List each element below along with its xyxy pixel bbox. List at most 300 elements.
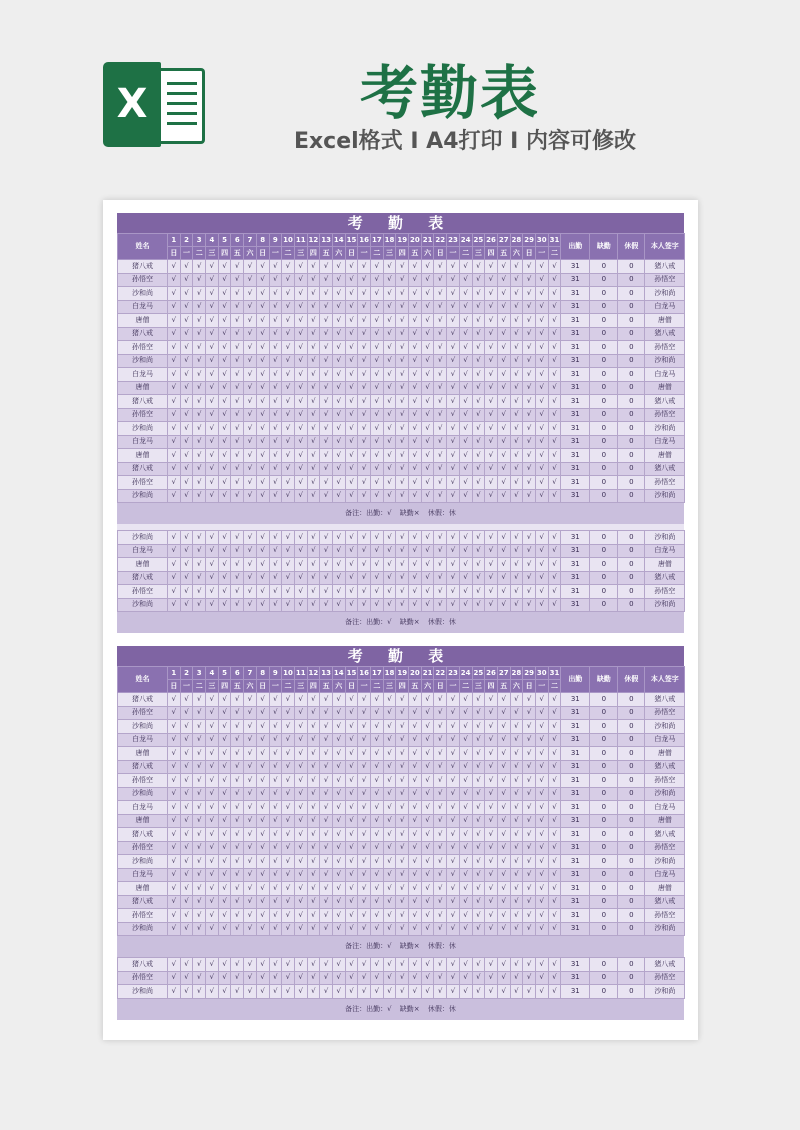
attendance-mark-cell: √ bbox=[294, 489, 307, 503]
attendance-mark-cell: √ bbox=[218, 958, 231, 972]
attendance-mark-cell: √ bbox=[282, 314, 295, 328]
attendance-mark-cell: √ bbox=[206, 774, 219, 788]
attend-count-cell: 31 bbox=[561, 733, 590, 747]
attendance-mark-cell: √ bbox=[231, 558, 244, 572]
absent-count-cell: 0 bbox=[590, 408, 618, 422]
attendance-mark-cell: √ bbox=[231, 544, 244, 558]
weekday-header: 五 bbox=[409, 680, 422, 693]
attendance-mark-cell: √ bbox=[193, 449, 206, 463]
attendance-mark-cell: √ bbox=[459, 422, 472, 436]
table-row bbox=[118, 354, 685, 368]
attendance-mark-cell: √ bbox=[459, 733, 472, 747]
attendance-mark-cell: √ bbox=[434, 868, 447, 882]
attendance-mark-cell: √ bbox=[282, 435, 295, 449]
summary-column-header: 出勤 bbox=[561, 667, 590, 693]
attendance-mark-cell: √ bbox=[497, 598, 510, 612]
attendance-mark-cell: √ bbox=[294, 882, 307, 896]
attendance-mark-cell: √ bbox=[332, 287, 345, 301]
attendance-mark-cell: √ bbox=[320, 368, 333, 382]
leave-count-cell: 0 bbox=[618, 462, 645, 476]
leave-count-cell: 0 bbox=[618, 449, 645, 463]
attendance-mark-cell: √ bbox=[256, 693, 269, 707]
attendance-mark-cell: √ bbox=[523, 841, 536, 855]
attendance-mark-cell: √ bbox=[421, 395, 434, 409]
attendance-mark-cell: √ bbox=[180, 868, 193, 882]
attendance-mark-cell: √ bbox=[294, 774, 307, 788]
attendance-mark-cell: √ bbox=[548, 922, 561, 936]
attendance-mark-cell: √ bbox=[535, 476, 548, 490]
attendance-mark-cell: √ bbox=[396, 814, 409, 828]
attendance-mark-cell: √ bbox=[510, 341, 523, 355]
attendance-mark-cell: √ bbox=[548, 693, 561, 707]
attendance-mark-cell: √ bbox=[421, 260, 434, 274]
attendance-mark-cell: √ bbox=[269, 720, 282, 734]
attendance-mark-cell: √ bbox=[320, 489, 333, 503]
day-number-header: 16 bbox=[358, 234, 371, 247]
attendance-mark-cell: √ bbox=[294, 327, 307, 341]
attend-count-cell: 31 bbox=[561, 855, 590, 869]
employee-name-cell: 沙和尚 bbox=[118, 855, 168, 869]
employee-name-cell: 白龙马 bbox=[118, 368, 168, 382]
attendance-mark-cell: √ bbox=[269, 598, 282, 612]
attendance-mark-cell: √ bbox=[421, 706, 434, 720]
absent-count-cell: 0 bbox=[590, 882, 618, 896]
absent-count-cell: 0 bbox=[590, 747, 618, 761]
attendance-mark-cell: √ bbox=[193, 462, 206, 476]
attendance-mark-cell: √ bbox=[497, 706, 510, 720]
attendance-mark-cell: √ bbox=[294, 909, 307, 923]
attendance-mark-cell: √ bbox=[168, 287, 181, 301]
attendance-mark-cell: √ bbox=[193, 971, 206, 985]
attendance-mark-cell: √ bbox=[447, 354, 460, 368]
employee-name-cell: 唐僧 bbox=[118, 449, 168, 463]
signature-cell: 猪八戒 bbox=[645, 693, 685, 707]
attendance-mark-cell: √ bbox=[459, 958, 472, 972]
attendance-mark-cell: √ bbox=[383, 287, 396, 301]
attendance-mark-cell: √ bbox=[371, 544, 384, 558]
attendance-mark-cell: √ bbox=[535, 558, 548, 572]
attendance-mark-cell: √ bbox=[244, 801, 257, 815]
attendance-mark-cell: √ bbox=[510, 558, 523, 572]
attendance-mark-cell: √ bbox=[497, 801, 510, 815]
attendance-mark-cell: √ bbox=[421, 531, 434, 545]
attendance-mark-cell: √ bbox=[396, 354, 409, 368]
attendance-mark-cell: √ bbox=[434, 985, 447, 999]
attendance-mark-cell: √ bbox=[180, 720, 193, 734]
attendance-mark-cell: √ bbox=[358, 544, 371, 558]
employee-name-cell: 孙悟空 bbox=[118, 273, 168, 287]
attendance-mark-cell: √ bbox=[168, 828, 181, 842]
table-row bbox=[118, 368, 685, 382]
attendance-mark-cell: √ bbox=[168, 733, 181, 747]
attendance-mark-cell: √ bbox=[523, 801, 536, 815]
attendance-mark-cell: √ bbox=[269, 558, 282, 572]
attendance-mark-cell: √ bbox=[168, 531, 181, 545]
attendance-mark-cell: √ bbox=[497, 422, 510, 436]
attendance-mark-cell: √ bbox=[548, 882, 561, 896]
attendance-mark-cell: √ bbox=[409, 381, 422, 395]
employee-name-cell: 沙和尚 bbox=[118, 922, 168, 936]
attendance-mark-cell: √ bbox=[256, 787, 269, 801]
attendance-mark-cell: √ bbox=[218, 531, 231, 545]
attendance-mark-cell: √ bbox=[421, 922, 434, 936]
attendance-mark-cell: √ bbox=[409, 828, 422, 842]
attendance-mark-cell: √ bbox=[168, 971, 181, 985]
attendance-mark-cell: √ bbox=[447, 462, 460, 476]
attendance-mark-cell: √ bbox=[459, 558, 472, 572]
attendance-mark-cell: √ bbox=[269, 585, 282, 599]
attendance-mark-cell: √ bbox=[523, 760, 536, 774]
attendance-mark-cell: √ bbox=[434, 368, 447, 382]
attendance-mark-cell: √ bbox=[447, 985, 460, 999]
attendance-mark-cell: √ bbox=[307, 327, 320, 341]
attendance-mark-cell: √ bbox=[447, 585, 460, 599]
attend-count-cell: 31 bbox=[561, 381, 590, 395]
attendance-mark-cell: √ bbox=[510, 354, 523, 368]
attendance-mark-cell: √ bbox=[307, 354, 320, 368]
attendance-mark-cell: √ bbox=[307, 706, 320, 720]
attendance-mark-cell: √ bbox=[168, 368, 181, 382]
attendance-mark-cell: √ bbox=[535, 774, 548, 788]
attendance-mark-cell: √ bbox=[345, 368, 358, 382]
day-number-header: 8 bbox=[256, 667, 269, 680]
attendance-mark-cell: √ bbox=[218, 558, 231, 572]
attendance-mark-cell: √ bbox=[371, 841, 384, 855]
attendance-mark-cell: √ bbox=[421, 868, 434, 882]
attendance-mark-cell: √ bbox=[548, 841, 561, 855]
table-row bbox=[118, 985, 685, 999]
attendance-mark-cell: √ bbox=[180, 828, 193, 842]
attendance-mark-cell: √ bbox=[510, 706, 523, 720]
attendance-mark-cell: √ bbox=[447, 787, 460, 801]
attend-count-cell: 31 bbox=[561, 909, 590, 923]
attendance-mark-cell: √ bbox=[523, 531, 536, 545]
table-row bbox=[118, 408, 685, 422]
attendance-mark-cell: √ bbox=[218, 314, 231, 328]
attendance-mark-cell: √ bbox=[459, 598, 472, 612]
attendance-mark-cell: √ bbox=[535, 462, 548, 476]
attendance-mark-cell: √ bbox=[269, 273, 282, 287]
attendance-mark-cell: √ bbox=[168, 706, 181, 720]
absent-count-cell: 0 bbox=[590, 909, 618, 923]
day-number-header: 10 bbox=[282, 667, 295, 680]
attendance-mark-cell: √ bbox=[510, 787, 523, 801]
employee-name-cell: 白龙马 bbox=[118, 733, 168, 747]
attendance-mark-cell: √ bbox=[294, 531, 307, 545]
attendance-mark-cell: √ bbox=[548, 747, 561, 761]
weekday-header: 日 bbox=[168, 680, 181, 693]
attendance-mark-cell: √ bbox=[523, 449, 536, 463]
weekday-header: 一 bbox=[358, 680, 371, 693]
employee-name-cell: 孙悟空 bbox=[118, 585, 168, 599]
attendance-mark-cell: √ bbox=[409, 354, 422, 368]
attendance-mark-cell: √ bbox=[510, 733, 523, 747]
attendance-mark-cell: √ bbox=[168, 585, 181, 599]
day-number-header: 13 bbox=[320, 667, 333, 680]
attendance-mark-cell: √ bbox=[307, 260, 320, 274]
attendance-mark-cell: √ bbox=[180, 287, 193, 301]
attendance-mark-cell: √ bbox=[510, 476, 523, 490]
attendance-mark-cell: √ bbox=[256, 354, 269, 368]
signature-cell: 猪八戒 bbox=[645, 760, 685, 774]
attendance-mark-cell: √ bbox=[256, 476, 269, 490]
attendance-mark-cell: √ bbox=[320, 868, 333, 882]
attendance-mark-cell: √ bbox=[269, 476, 282, 490]
attendance-mark-cell: √ bbox=[231, 814, 244, 828]
employee-name-cell: 沙和尚 bbox=[118, 287, 168, 301]
employee-name-cell: 唐僧 bbox=[118, 747, 168, 761]
attendance-mark-cell: √ bbox=[231, 760, 244, 774]
attendance-mark-cell: √ bbox=[320, 544, 333, 558]
attendance-mark-cell: √ bbox=[396, 828, 409, 842]
attendance-mark-cell: √ bbox=[434, 273, 447, 287]
attendance-mark-cell: √ bbox=[345, 449, 358, 463]
attendance-mark-cell: √ bbox=[307, 449, 320, 463]
attendance-mark-cell: √ bbox=[294, 544, 307, 558]
table-row bbox=[118, 868, 685, 882]
leave-count-cell: 0 bbox=[618, 868, 645, 882]
attendance-mark-cell: √ bbox=[345, 868, 358, 882]
attendance-mark-cell: √ bbox=[307, 489, 320, 503]
attendance-mark-cell: √ bbox=[218, 760, 231, 774]
attendance-mark-cell: √ bbox=[332, 895, 345, 909]
attendance-mark-cell: √ bbox=[548, 971, 561, 985]
attendance-mark-cell: √ bbox=[218, 571, 231, 585]
attendance-mark-cell: √ bbox=[180, 395, 193, 409]
attendance-mark-cell: √ bbox=[472, 774, 485, 788]
attendance-mark-cell: √ bbox=[472, 909, 485, 923]
weekday-header: 四 bbox=[218, 247, 231, 260]
attendance-mark-cell: √ bbox=[180, 841, 193, 855]
attendance-mark-cell: √ bbox=[421, 909, 434, 923]
attendance-mark-cell: √ bbox=[231, 368, 244, 382]
attendance-mark-cell: √ bbox=[485, 462, 498, 476]
attendance-mark-cell: √ bbox=[206, 598, 219, 612]
attendance-mark-cell: √ bbox=[231, 971, 244, 985]
signature-cell: 孙悟空 bbox=[645, 476, 685, 490]
attendance-mark-cell: √ bbox=[256, 774, 269, 788]
attendance-mark-cell: √ bbox=[409, 985, 422, 999]
attendance-mark-cell: √ bbox=[218, 395, 231, 409]
attendance-mark-cell: √ bbox=[345, 435, 358, 449]
attendance-mark-cell: √ bbox=[421, 760, 434, 774]
attendance-mark-cell: √ bbox=[510, 531, 523, 545]
attendance-mark-cell: √ bbox=[485, 733, 498, 747]
attendance-mark-cell: √ bbox=[168, 895, 181, 909]
attendance-mark-cell: √ bbox=[282, 855, 295, 869]
attendance-mark-cell: √ bbox=[523, 971, 536, 985]
attendance-mark-cell: √ bbox=[168, 801, 181, 815]
attendance-mark-cell: √ bbox=[472, 341, 485, 355]
attendance-mark-cell: √ bbox=[472, 720, 485, 734]
attendance-mark-cell: √ bbox=[282, 958, 295, 972]
weekday-header: 五 bbox=[320, 247, 333, 260]
attendance-mark-cell: √ bbox=[434, 558, 447, 572]
attendance-mark-cell: √ bbox=[510, 882, 523, 896]
attendance-mark-cell: √ bbox=[332, 985, 345, 999]
attendance-mark-cell: √ bbox=[345, 841, 358, 855]
attendance-mark-cell: √ bbox=[294, 260, 307, 274]
attendance-mark-cell: √ bbox=[345, 395, 358, 409]
attendance-mark-cell: √ bbox=[396, 922, 409, 936]
day-number-header: 4 bbox=[206, 234, 219, 247]
attend-count-cell: 31 bbox=[561, 598, 590, 612]
attendance-mark-cell: √ bbox=[459, 774, 472, 788]
attendance-mark-cell: √ bbox=[332, 747, 345, 761]
attendance-mark-cell: √ bbox=[294, 449, 307, 463]
attendance-mark-cell: √ bbox=[383, 774, 396, 788]
attendance-mark-cell: √ bbox=[485, 909, 498, 923]
attendance-mark-cell: √ bbox=[282, 476, 295, 490]
attendance-mark-cell: √ bbox=[282, 489, 295, 503]
attendance-mark-cell: √ bbox=[535, 260, 548, 274]
absent-count-cell: 0 bbox=[590, 314, 618, 328]
attendance-mark-cell: √ bbox=[497, 828, 510, 842]
attendance-mark-cell: √ bbox=[320, 841, 333, 855]
attendance-mark-cell: √ bbox=[485, 558, 498, 572]
leave-count-cell: 0 bbox=[618, 598, 645, 612]
attendance-mark-cell: √ bbox=[497, 260, 510, 274]
attendance-mark-cell: √ bbox=[371, 395, 384, 409]
table-row bbox=[118, 531, 685, 545]
attendance-mark-cell: √ bbox=[320, 922, 333, 936]
attendance-mark-cell: √ bbox=[307, 971, 320, 985]
attendance-mark-cell: √ bbox=[218, 720, 231, 734]
attendance-mark-cell: √ bbox=[345, 531, 358, 545]
attendance-mark-cell: √ bbox=[218, 971, 231, 985]
absent-count-cell: 0 bbox=[590, 733, 618, 747]
absent-count-cell: 0 bbox=[590, 895, 618, 909]
attendance-mark-cell: √ bbox=[396, 287, 409, 301]
attendance-mark-cell: √ bbox=[332, 544, 345, 558]
attendance-mark-cell: √ bbox=[358, 422, 371, 436]
attendance-mark-cell: √ bbox=[320, 895, 333, 909]
attendance-mark-cell: √ bbox=[168, 693, 181, 707]
attendance-mark-cell: √ bbox=[269, 801, 282, 815]
employee-name-cell: 猪八戒 bbox=[118, 828, 168, 842]
signature-cell: 孙悟空 bbox=[645, 585, 685, 599]
day-number-header: 27 bbox=[497, 667, 510, 680]
attendance-mark-cell: √ bbox=[294, 435, 307, 449]
attendance-mark-cell: √ bbox=[231, 868, 244, 882]
attendance-mark-cell: √ bbox=[409, 300, 422, 314]
attendance-mark-cell: √ bbox=[269, 435, 282, 449]
attendance-mark-cell: √ bbox=[193, 895, 206, 909]
attendance-mark-cell: √ bbox=[497, 958, 510, 972]
attendance-mark-cell: √ bbox=[548, 531, 561, 545]
day-number-header: 25 bbox=[472, 234, 485, 247]
attendance-mark-cell: √ bbox=[371, 314, 384, 328]
attendance-mark-cell: √ bbox=[307, 801, 320, 815]
attendance-mark-cell: √ bbox=[510, 422, 523, 436]
attendance-mark-cell: √ bbox=[168, 381, 181, 395]
attendance-mark-cell: √ bbox=[548, 558, 561, 572]
table-row bbox=[118, 855, 685, 869]
attendance-mark-cell: √ bbox=[269, 395, 282, 409]
attendance-mark-cell: √ bbox=[497, 300, 510, 314]
attendance-mark-cell: √ bbox=[459, 368, 472, 382]
day-number-header: 28 bbox=[510, 667, 523, 680]
attend-count-cell: 31 bbox=[561, 841, 590, 855]
leave-count-cell: 0 bbox=[618, 395, 645, 409]
attendance-mark-cell: √ bbox=[510, 958, 523, 972]
attendance-mark-cell: √ bbox=[345, 760, 358, 774]
attendance-mark-cell: √ bbox=[523, 273, 536, 287]
attendance-mark-cell: √ bbox=[218, 882, 231, 896]
attendance-mark-cell: √ bbox=[269, 958, 282, 972]
leave-count-cell: 0 bbox=[618, 585, 645, 599]
legend-note: 备注：出勤：√ 缺勤× 休假：休 bbox=[117, 612, 684, 633]
attendance-mark-cell: √ bbox=[282, 868, 295, 882]
day-number-header: 29 bbox=[523, 667, 536, 680]
attendance-mark-cell: √ bbox=[421, 408, 434, 422]
attendance-mark-cell: √ bbox=[244, 733, 257, 747]
attendance-mark-cell: √ bbox=[358, 354, 371, 368]
attendance-mark-cell: √ bbox=[244, 598, 257, 612]
attendance-mark-cell: √ bbox=[193, 558, 206, 572]
attendance-mark-cell: √ bbox=[510, 774, 523, 788]
attendance-mark-cell: √ bbox=[447, 909, 460, 923]
attendance-mark-cell: √ bbox=[396, 260, 409, 274]
attendance-mark-cell: √ bbox=[332, 354, 345, 368]
attendance-mark-cell: √ bbox=[535, 760, 548, 774]
attendance-table-continued bbox=[117, 957, 685, 999]
attendance-mark-cell: √ bbox=[193, 260, 206, 274]
attendance-mark-cell: √ bbox=[548, 828, 561, 842]
absent-count-cell: 0 bbox=[590, 354, 618, 368]
attendance-mark-cell: √ bbox=[421, 585, 434, 599]
attendance-mark-cell: √ bbox=[244, 273, 257, 287]
signature-cell: 唐僧 bbox=[645, 314, 685, 328]
attendance-mark-cell: √ bbox=[244, 868, 257, 882]
attendance-mark-cell: √ bbox=[256, 489, 269, 503]
attendance-mark-cell: √ bbox=[434, 855, 447, 869]
attendance-mark-cell: √ bbox=[421, 958, 434, 972]
attendance-mark-cell: √ bbox=[218, 260, 231, 274]
absent-count-cell: 0 bbox=[590, 381, 618, 395]
attendance-mark-cell: √ bbox=[485, 422, 498, 436]
table-row bbox=[118, 971, 685, 985]
attendance-mark-cell: √ bbox=[548, 462, 561, 476]
weekday-header: 二 bbox=[282, 247, 295, 260]
attendance-mark-cell: √ bbox=[371, 971, 384, 985]
attendance-mark-cell: √ bbox=[320, 720, 333, 734]
attendance-mark-cell: √ bbox=[294, 733, 307, 747]
excel-logo-badge bbox=[103, 62, 161, 147]
attendance-mark-cell: √ bbox=[485, 774, 498, 788]
attendance-mark-cell: √ bbox=[535, 422, 548, 436]
attendance-mark-cell: √ bbox=[409, 585, 422, 599]
attendance-mark-cell: √ bbox=[358, 462, 371, 476]
attendance-mark-cell: √ bbox=[472, 260, 485, 274]
attendance-mark-cell: √ bbox=[307, 381, 320, 395]
attendance-mark-cell: √ bbox=[523, 314, 536, 328]
attendance-mark-cell: √ bbox=[193, 958, 206, 972]
absent-count-cell: 0 bbox=[590, 971, 618, 985]
attendance-mark-cell: √ bbox=[282, 395, 295, 409]
attendance-mark-cell: √ bbox=[472, 314, 485, 328]
weekday-header: 一 bbox=[535, 680, 548, 693]
attendance-mark-cell: √ bbox=[320, 985, 333, 999]
day-number-header: 6 bbox=[231, 234, 244, 247]
attendance-mark-cell: √ bbox=[168, 489, 181, 503]
attendance-mark-cell: √ bbox=[409, 760, 422, 774]
employee-name-cell: 沙和尚 bbox=[118, 598, 168, 612]
attendance-mark-cell: √ bbox=[231, 449, 244, 463]
attendance-mark-cell: √ bbox=[206, 300, 219, 314]
leave-count-cell: 0 bbox=[618, 327, 645, 341]
weekday-header: 四 bbox=[218, 680, 231, 693]
